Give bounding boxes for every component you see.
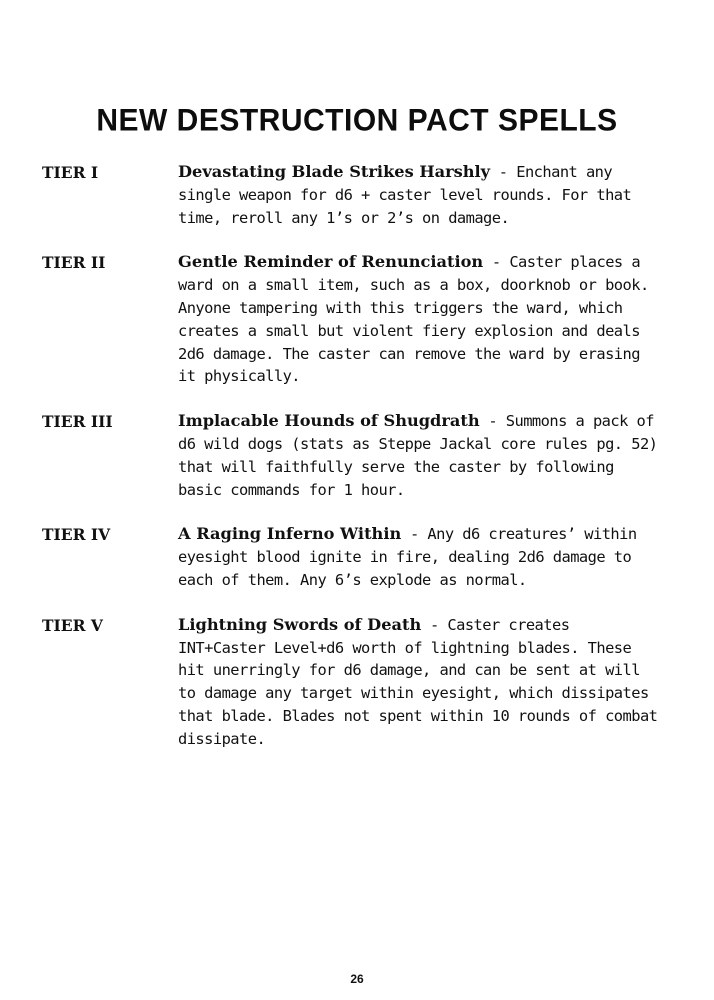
spell-name: Lightning Swords of Death <box>178 614 422 634</box>
spell-description: - Any d6 creatures’ within eyesight blood ignite in fire, dealing 2d6 damage to each of them. Any 6’s explode as normal. <box>178 525 637 589</box>
spell-entry-tier-4 <box>42 523 672 591</box>
spell-text <box>178 523 672 591</box>
spell-list <box>42 161 672 773</box>
spell-name: Implacable Hounds of Shugdrath <box>178 411 480 431</box>
tier-label: TIER IV <box>42 525 111 545</box>
page-title: NEW DESTRUCTION PACT SPELLS <box>96 103 618 138</box>
spell-entry-tier-1 <box>42 161 672 229</box>
spell-description: - Caster places a ward on a small item, such as a box, doorknob or book. Anyone tampering with this triggers the ward, which creates a small but violent fiery explosion and deals 2d6 damage. The caster can remove the ward by erasing it physically. <box>178 253 649 386</box>
spell-name: Gentle Reminder of Renunciation <box>178 252 484 272</box>
tier-label: TIER V <box>42 615 103 635</box>
tier-label: TIER III <box>42 412 113 432</box>
spell-description: - Caster creates INT+Caster Level+d6 worth of lightning blades. These hit unerringly for d6 damage, and can be sent at will to damage any target within eyesight, which dissipates that blade. Blades not spent within 10 rounds of combat dissipate. <box>178 615 658 748</box>
spell-description: - Enchant any single weapon for d6 + caster level rounds. For that time, reroll any 1’s or 2’s on damage. <box>178 163 632 227</box>
spell-name: A Raging Inferno Within <box>178 524 402 544</box>
tier-label: TIER II <box>42 253 106 273</box>
spell-entry-tier-2 <box>42 251 672 388</box>
tier-label: TIER I <box>42 163 99 182</box>
spell-name: Devastating Blade Strikes Harshly <box>178 162 491 181</box>
page-number: 26 <box>350 972 364 986</box>
spell-text <box>178 251 672 388</box>
spell-entry-tier-3 <box>42 410 672 501</box>
spell-text <box>178 161 672 229</box>
spell-description: - Summons a pack of d6 wild dogs (stats as Steppe Jackal core rules pg. 52) that will faithfully serve the caster by following basic commands for 1 hour. <box>178 412 658 499</box>
spell-entry-tier-5 <box>42 614 672 751</box>
spell-text <box>178 614 672 751</box>
spell-text <box>178 410 672 501</box>
